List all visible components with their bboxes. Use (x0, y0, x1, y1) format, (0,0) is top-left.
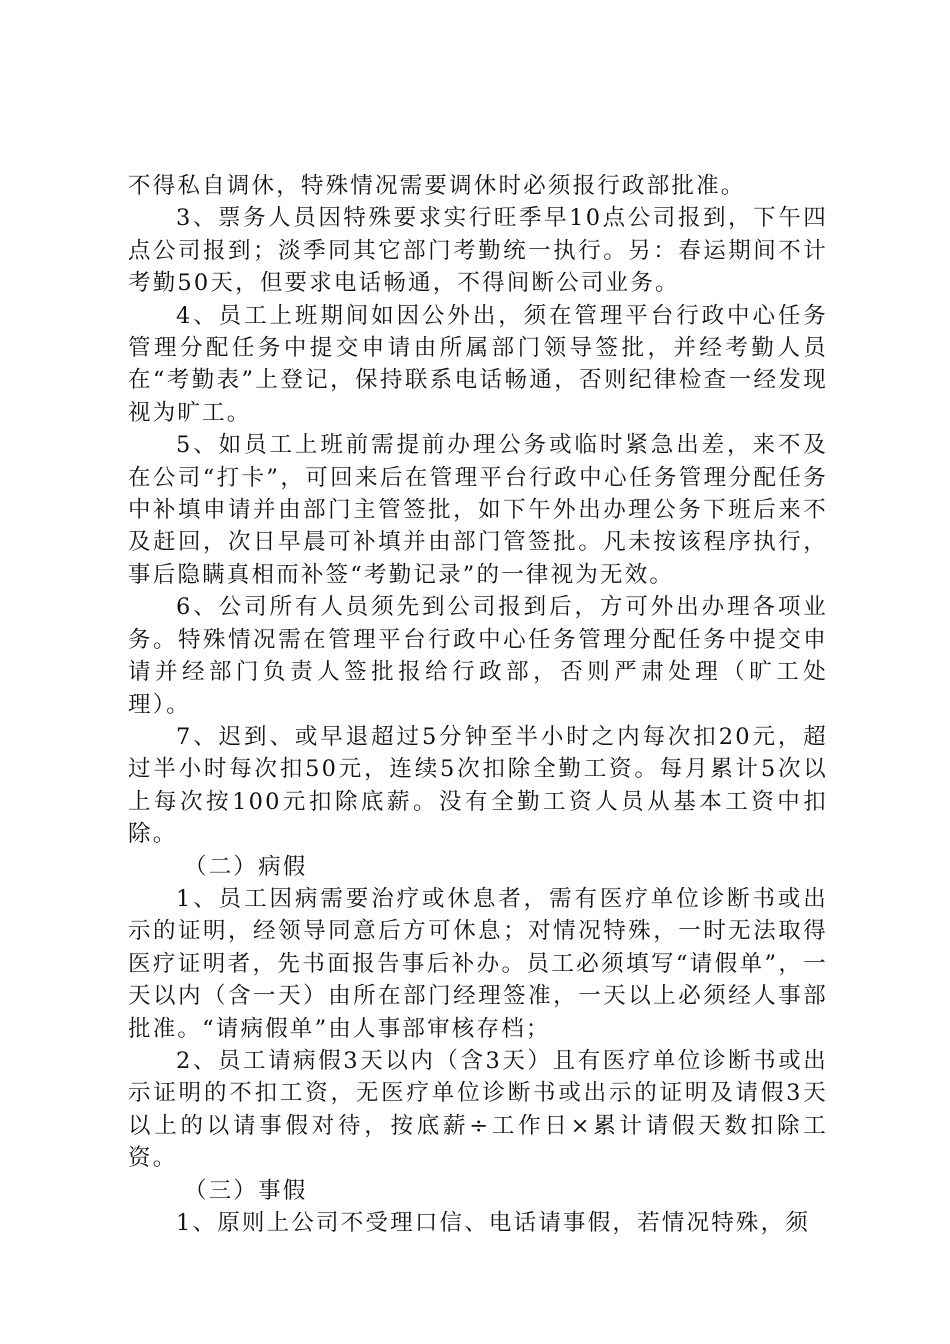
paragraph-item-7: 7、迟到、或早退超过5分钟至半小时之内每次扣20元，超过半小时每次扣50元，连续5次扣除全勤工资。每月累计5次以上每次按100元扣除底薪。没有全勤工资人员从基本工资中扣除。 (128, 723, 828, 848)
section-heading-personal-leave: （三）事假 (184, 1177, 308, 1204)
paragraph-item-4: 4、员工上班期间如因公外出，须在管理平台行政中心任务管理分配任务中提交申请由所属部门领导签批，并经考勤人员在“考勤表”上登记，保持联系电话畅通，否则纪律检查一经发现视为旷工。 (128, 302, 828, 426)
paragraph-sick-leave-2: 2、员工请病假3天以内（含3天）且有医疗单位诊断书或出示证明的不扣工资，无医疗单位诊断书或出示的证明及请假3天以上的以请事假对待，按底薪÷工作日×累计请假天数扣除工资。 (128, 1047, 828, 1172)
paragraph-sick-leave-1: 1、员工因病需要治疗或休息者，需有医疗单位诊断书或出示的证明，经领导同意后方可休息；对情况特殊，一时无法取得医疗证明者，先书面报告事后补办。员工必须填写“请假单”，一天以内（含一天）由所在部门经理签准，一天以上必须经人事部批准。“请病假单”由人事部审核存档； (128, 885, 828, 1042)
document-body (128, 170, 828, 1239)
paragraph-continuation: 不得私自调休，特殊情况需要调休时必须报行政部批准。 (128, 173, 746, 199)
paragraph-item-5: 5、如员工上班前需提前办理公务或临时紧急出差，来不及在公司“打卡”，可回来后在管理平台行政中心任务管理分配任务中补填申请并由部门主管签批，如下午外出办理公务下班后来不及赶回，次日早晨可补填并由部门管签批。凡未按该程序执行，事后隐瞒真相而补签“考勤记录”的一律视为无效。 (128, 432, 828, 588)
paragraph-item-6: 6、公司所有人员须先到公司报到后，方可外出办理各项业务。特殊情况需在管理平台行政中心任务管理分配任务中提交申请并经部门负责人签批报给行政部，否则严肃处理（旷工处理）。 (128, 594, 828, 718)
section-heading-sick-leave: （二）病假 (184, 853, 308, 880)
paragraph-item-3: 3、票务人员因特殊要求实行旺季早10点公司报到，下午四点公司报到；淡季同其它部门考勤统一执行。另：春运期间不计考勤50天，但要求电话畅通，不得间断公司业务。 (128, 205, 828, 297)
paragraph-personal-leave-1: 1、原则上公司不受理口信、电话请事假，若情况特殊，须 (176, 1210, 811, 1236)
